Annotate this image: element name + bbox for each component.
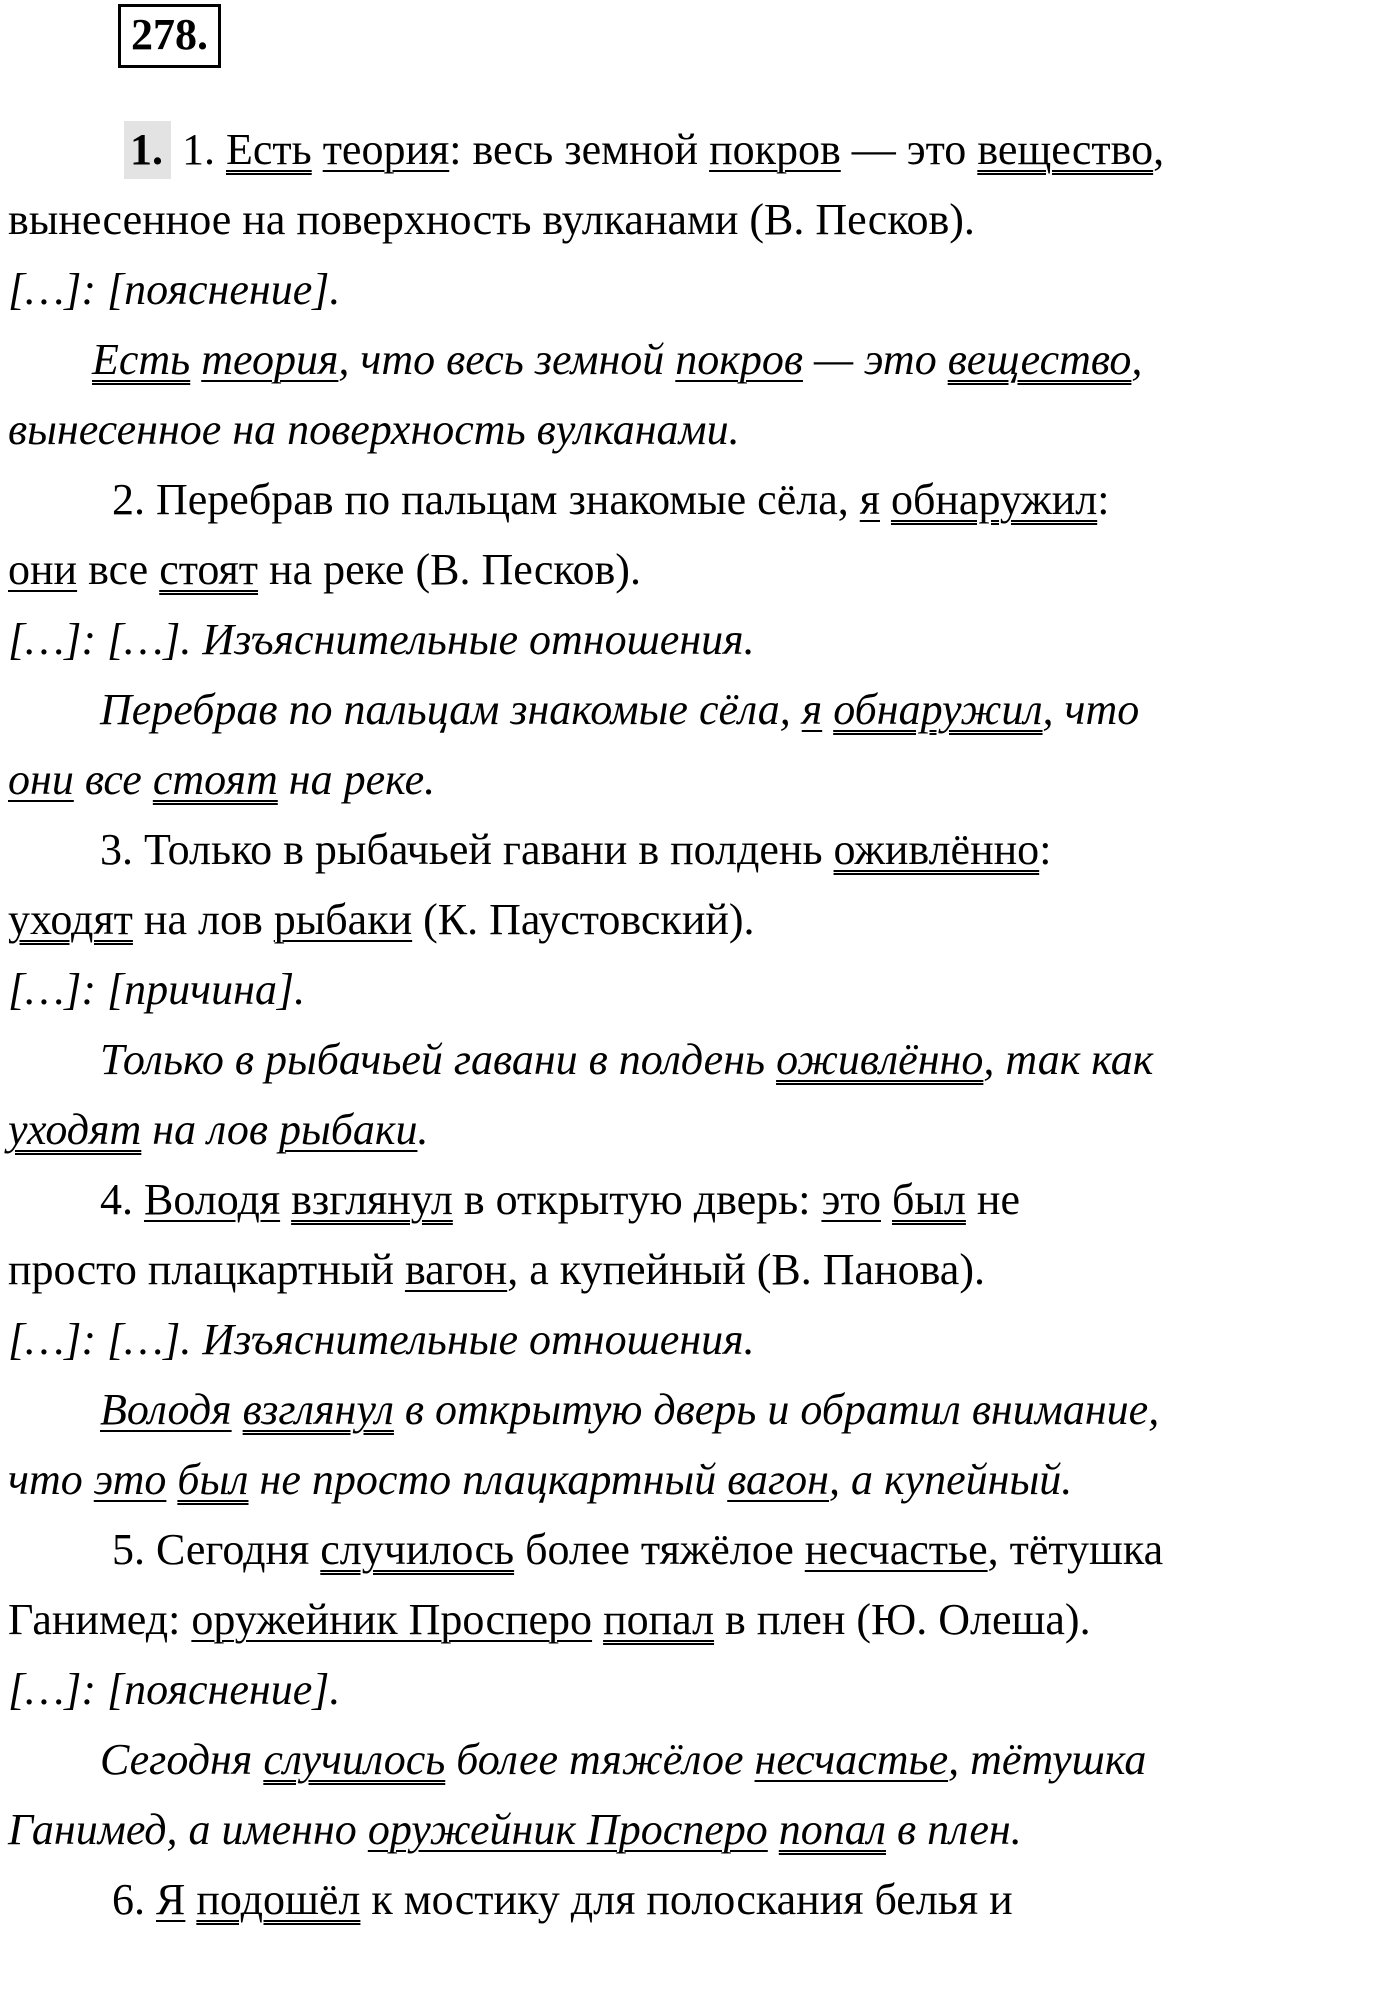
subject-word: несчастье [754, 1735, 949, 1784]
text-segment [880, 475, 891, 524]
text-segment: просто плацкартный [8, 1245, 405, 1294]
answer-line [100, 680, 1139, 740]
text-segment: , тётушка [948, 1735, 1147, 1784]
text-segment: 6. [112, 1875, 156, 1924]
text-segment: , [1153, 125, 1165, 174]
text-segment: , тётушка [987, 1525, 1164, 1574]
sentence-line [100, 1170, 1020, 1230]
predicate-word: случилось [263, 1735, 446, 1784]
text-segment [768, 1805, 779, 1854]
text-segment [881, 1175, 892, 1224]
text-segment: Ганимед, а именно [8, 1805, 368, 1854]
predicate-word: вещество [977, 125, 1154, 174]
text-segment [822, 685, 833, 734]
text-segment: Перебрав по пальцам знакомые сёла, [100, 685, 802, 734]
predicate-word: уходят [8, 895, 133, 944]
subject-word: вагон [727, 1455, 829, 1504]
text-segment: 3. Только в рыбачьей гавани в полдень [100, 825, 834, 874]
sentence-line [112, 470, 1109, 530]
text-segment: на лов [141, 1105, 279, 1154]
predicate-word: попал [778, 1805, 886, 1854]
sentence-line [8, 1590, 1091, 1650]
text-segment: не просто плацкартный [248, 1455, 728, 1504]
subject-word: теория [322, 125, 450, 174]
part-label: 1. [124, 121, 171, 179]
sentence-line [8, 1240, 985, 1300]
text-segment: (К. Паустовский). [412, 895, 755, 944]
answer-line [100, 1380, 1159, 1440]
predicate-word: был [891, 1175, 966, 1224]
text-segment: . [417, 1105, 429, 1154]
text-segment: все [77, 545, 160, 594]
predicate-word: случилось [320, 1525, 515, 1574]
text-segment: […]: […]. Изъяснительные отношения. [8, 1315, 755, 1364]
text-segment [280, 1175, 291, 1224]
answer-line [8, 1310, 755, 1370]
answer-line [8, 750, 435, 810]
predicate-word: обнаружил [890, 475, 1098, 524]
text-segment: что [8, 1455, 94, 1504]
subject-word: рыбаки [278, 1105, 418, 1154]
text-segment: 4. [100, 1175, 144, 1224]
text-segment: […]: [пояснение]. [8, 265, 341, 314]
subject-word: я [859, 475, 880, 524]
answer-line [8, 610, 755, 670]
subject-word: они [8, 545, 78, 594]
text-segment: , а купейный. [829, 1455, 1073, 1504]
text-segment: : [1097, 475, 1110, 524]
text-segment: вынесенное на поверхность вулканами (В. Песков). [8, 195, 975, 244]
text-segment: 5. Сегодня [112, 1525, 321, 1574]
sentence-line [124, 120, 1164, 180]
predicate-word: оживлённо [776, 1035, 984, 1084]
subject-word: Я [156, 1875, 186, 1924]
predicate-word: попал [603, 1595, 715, 1644]
text-segment [592, 1595, 603, 1644]
predicate-word: взглянул [242, 1385, 394, 1434]
text-segment: все [73, 755, 153, 804]
text-segment: 1. [171, 125, 226, 174]
text-segment: Сегодня [100, 1735, 264, 1784]
answer-line [100, 1730, 1146, 1790]
text-segment: : [1039, 825, 1052, 874]
subject-word: это [821, 1175, 881, 1224]
text-segment [312, 125, 323, 174]
subject-word: это [93, 1455, 167, 1504]
answer-line [8, 1450, 1072, 1510]
text-segment: , так как [983, 1035, 1154, 1084]
text-segment [232, 1385, 243, 1434]
subject-word: я [801, 685, 823, 734]
text-segment: , что [1042, 685, 1140, 734]
text-segment: вынесенное на поверхность вулканами. [8, 405, 740, 454]
text-segment: более тяжёлое [445, 1735, 755, 1784]
subject-word: несчастье [804, 1525, 988, 1574]
text-segment: в открытую дверь и обратил внимание, [393, 1385, 1160, 1434]
subject-word: Володя [100, 1385, 232, 1434]
predicate-word: стоят [152, 755, 278, 804]
sentence-line [8, 190, 975, 250]
text-segment: на лов [132, 895, 274, 944]
text-segment: в плен (Ю. Олеша). [714, 1595, 1091, 1644]
text-segment: 2. Перебрав по пальцам знакомые сёла, [112, 475, 860, 524]
sentence-line [112, 1870, 1013, 1930]
text-segment: на реке (В. Песков). [258, 545, 641, 594]
predicate-word: Есть [92, 335, 191, 384]
text-segment: более тяжёлое [514, 1525, 805, 1574]
text-segment [185, 1875, 196, 1924]
text-segment [166, 1455, 177, 1504]
text-segment: : весь земной [449, 125, 710, 174]
answer-line [8, 400, 740, 460]
subject-word: рыбаки [273, 895, 413, 944]
text-segment [190, 335, 201, 384]
text-segment: Ганимед: [8, 1595, 192, 1644]
text-segment: — это [802, 335, 948, 384]
predicate-word: был [177, 1455, 249, 1504]
text-segment: не [965, 1175, 1020, 1224]
text-segment: […]: […]. Изъяснительные отношения. [8, 615, 755, 664]
text-segment: […]: [пояснение]. [8, 1665, 341, 1714]
predicate-word: подошёл [196, 1875, 361, 1924]
answer-line [92, 330, 1142, 390]
answer-line [100, 1030, 1153, 1090]
subject-word: оружейник Просперо [191, 1595, 593, 1644]
sentence-line [8, 540, 641, 600]
subject-word: покров [709, 125, 841, 174]
predicate-word: вещество [947, 335, 1132, 384]
predicate-word: взглянул [291, 1175, 453, 1224]
predicate-word: стоят [159, 545, 259, 594]
subject-word: они [8, 755, 74, 804]
answer-line [8, 1800, 1022, 1860]
subject-word: покров [675, 335, 803, 384]
text-segment: в плен. [885, 1805, 1022, 1854]
answer-line [8, 960, 305, 1020]
text-segment: , [1131, 335, 1143, 384]
subject-word: теория [201, 335, 339, 384]
subject-word: Володя [144, 1175, 281, 1224]
text-segment: на реке. [277, 755, 436, 804]
sentence-line [8, 890, 755, 950]
text-segment: , а купейный (В. Панова). [507, 1245, 985, 1294]
text-segment: […]: [причина]. [8, 965, 306, 1014]
predicate-word: уходят [8, 1105, 142, 1154]
answer-line [8, 260, 340, 320]
predicate-word: Есть [226, 125, 312, 174]
subject-word: вагон [404, 1245, 508, 1294]
text-segment: в открытую дверь: [452, 1175, 822, 1224]
answer-line [8, 1100, 428, 1160]
task-number-box: 278. [118, 4, 221, 68]
answer-line [8, 1660, 340, 1720]
text-segment: к мостику для полоскания белья и [360, 1875, 1013, 1924]
predicate-word: оживлённо [833, 825, 1040, 874]
sentence-line [112, 1520, 1163, 1580]
predicate-word: обнаружил [833, 685, 1043, 734]
text-segment: , что весь земной [338, 335, 676, 384]
text-segment: Только в рыбачьей гавани в полдень [100, 1035, 777, 1084]
subject-word: оружейник Просперо [367, 1805, 768, 1854]
text-segment: — это [840, 125, 978, 174]
sentence-line [100, 820, 1051, 880]
